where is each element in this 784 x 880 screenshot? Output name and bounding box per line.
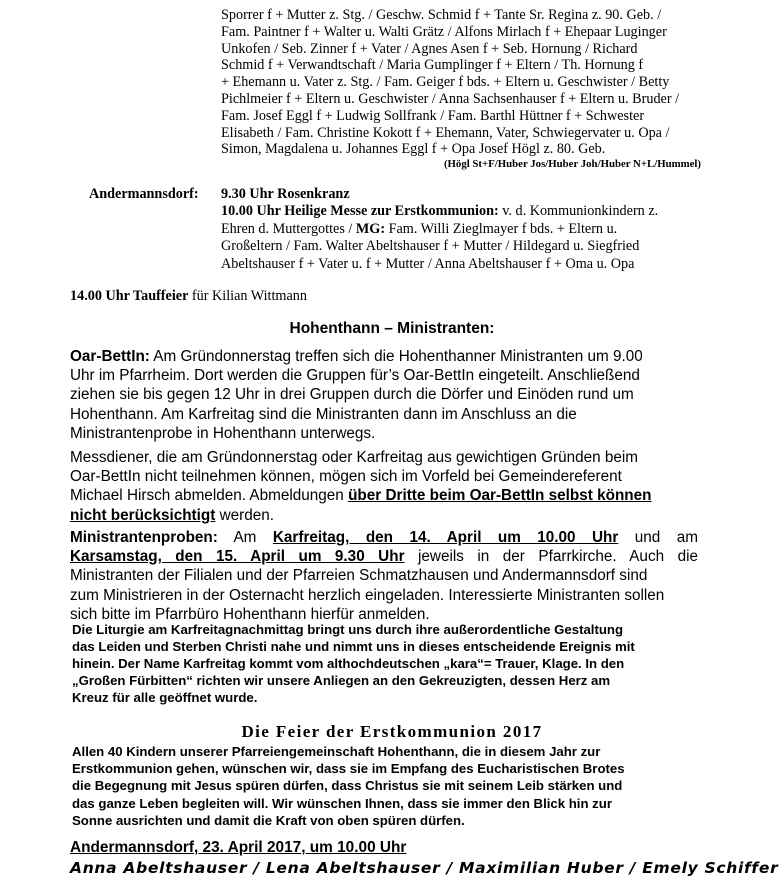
andermannsdorf-schedule: [221, 186, 711, 273]
paragraph-line: Kreuz für alle geöffnet wurde.: [72, 690, 258, 706]
paragraph-line: Sonne ausrichten und damit die Kraft von oben spüren dürfen.: [72, 812, 465, 828]
paragraph-line: [70, 506, 698, 525]
paragraph-line: [70, 528, 698, 547]
mass-intentions: [221, 7, 701, 171]
intention-line: Schmid f + Verwandtschaft / Maria Gumplinger f + Eltern / Th. Hornung f: [221, 57, 644, 74]
paragraph-line: Hohenthann. Am Karfreitag sind die Ministranten dann im Anschluss an die: [70, 405, 577, 423]
erstkommunion-names: Anna Abeltshauser / Lena Abeltshauser / Maximilian Huber / Emely Schiffer: [70, 859, 779, 877]
paragraph-line: [70, 547, 698, 566]
abmeldung-paragraph: [70, 448, 698, 525]
paragraph-line: Oar-BettIn nicht teilnehmen können, mögen sich im Vorfeld bei Gemeindereferent: [70, 468, 622, 486]
mass-detail: Fam. Willi Zieglmayer f bds. + Eltern u.: [385, 220, 618, 237]
paragraph-line: sich bitte im Pfarrbüro Hohenthann hierfür anmelden.: [70, 605, 430, 623]
erstkommunion-heading: Die Feier der Erstkommunion 2017: [241, 722, 543, 741]
paragraph-line: „Großen Fürbitten“ richten wir unsere Anliegen an den Gekreuzigten, dessen Herz am: [72, 673, 611, 689]
mass-line: Abeltshauser f + Vater u. f + Mutter / Anna Abeltshauser f + Oma u. Opa: [221, 255, 635, 272]
intention-line: Pichlmeier f + Eltern u. Geschwister / Anna Sachsenhauser f + Eltern u. Bruder /: [221, 90, 680, 107]
intention-line: Fam. Paintner f + Walter u. Walti Grätz / Alfons Mirlach f + Ehepaar Luginger: [221, 23, 667, 40]
paragraph-line: Uhr im Pfarrheim. Dort werden die Gruppen für’s Oar-BettIn eingeteilt. Anschließend: [70, 367, 640, 385]
mass-line: [221, 221, 711, 238]
oar-betteln-lead: Oar-BettIn:: [70, 348, 150, 365]
paragraph-text: Michael Hirsch abmelden. Abmeldungen: [70, 487, 349, 505]
erstkommunion-date: Andermannsdorf, 23. April 2017, um 10.00 Uhr: [70, 839, 407, 856]
underlined-notice: über Dritte beim Oar-BettIn selbst können: [348, 487, 652, 505]
mass-detail: Ehren d. Muttergottes /: [221, 220, 356, 237]
paragraph-line: [70, 347, 698, 366]
oar-betteln-paragraph: [70, 347, 698, 443]
paragraph-line: ziehen sie bis gegen 12 Uhr in drei Gruppen durch die Dörfer und Einöden rund um: [70, 386, 634, 404]
mass-detail: v. d. Kommunionkindern z.: [498, 203, 659, 220]
intention-line: Fam. Josef Eggl f + Ludwig Sollfrank / Fam. Barthl Hüttner f + Schwester: [221, 107, 645, 124]
paragraph-line: das ganze Leben begleiten will. Wir wünschen Ihnen, dass sie immer den Blick hin zur: [72, 795, 612, 811]
intention-line: Sporrer f + Mutter z. Stg. / Geschw. Schmid f + Tante Sr. Regina z. 90. Geb. /: [221, 7, 662, 23]
intention-line: Elisabeth / Fam. Christine Kokott f + Ehemann, Vater, Schwiegervater u. Opa /: [221, 124, 670, 141]
paragraph-text: Am: [217, 529, 273, 546]
paragraph-line: das Leiden und Sterben Christi nahe und nimmt uns in dieses entscheidende Ereignis mit: [72, 639, 635, 655]
proben-lead: Ministrantenproben:: [70, 529, 218, 546]
intention-line: Simon, Magdalena u. Johannes Eggl f + Opa Josef Högl z. 80. Geb.: [221, 141, 606, 158]
paragraph-line: die Begegnung mit Jesus spüren dürfen, dass Christus sie mit seinem Leib stärken und: [72, 778, 623, 794]
mg-label: MG:: [355, 220, 386, 237]
intention-line: Unkofen / Seb. Zinner f + Vater / Agnes Asen f + Seb. Hornung / Richard: [221, 40, 638, 57]
andermannsdorf-label: Andermannsdorf:: [89, 186, 199, 202]
paragraph-text: werden.: [215, 506, 275, 524]
paragraph-line: Die Liturgie am Karfreitagnachmittag bringt uns durch ihre außerordentliche Gestaltung: [72, 622, 624, 637]
intention-line: + Ehemann u. Vater z. Stg. / Fam. Geiger f bds. + Eltern u. Geschwister / Betty: [221, 74, 670, 91]
erstkommunion-text: [72, 743, 698, 829]
paragraph-line: Ministrantenprobe in Hohenthann unterwegs.: [70, 424, 376, 442]
ministrantenproben-paragraph: [70, 528, 698, 624]
paragraph-line: Allen 40 Kindern unserer Pfarreiengemeinschaft Hohenthann, die in diesem Jahr zur: [72, 744, 601, 759]
baptism-time: 14.00 Uhr Tauffeier: [70, 288, 189, 304]
underlined-notice: nicht berücksichtigt: [70, 506, 216, 524]
paragraph-line: [70, 486, 698, 505]
ministrant-credit: (Högl St+F/Huber Jos/Huber Joh/Huber N+L/Hummel): [443, 158, 701, 171]
baptism-detail: für Kilian Wittmann: [188, 288, 307, 304]
paragraph-line: Erstkommunion gehen, wünschen wir, dass sie im Empfang des Eucharistischen Brotes: [72, 761, 625, 777]
mass-line: [221, 203, 711, 220]
rosary-time: 9.30 Uhr Rosenkranz: [221, 186, 350, 202]
karfreitag-liturgy-text: [72, 621, 698, 706]
baptism-notice: [70, 288, 307, 305]
paragraph-line: Ministranten der Filialen und der Pfarreien Schmatzhausen und Andermannsdorf sind: [70, 567, 648, 585]
proben-date-1: Karfreitag, den 14. April um 10.00 Uhr: [272, 529, 619, 546]
paragraph-line: hinein. Der Name Karfreitag kommt vom althochdeutschen „kara“= Trauer, Klage. In den: [72, 656, 625, 672]
ministranten-heading: Hohenthann – Ministranten:: [289, 320, 495, 337]
paragraph-text: und am: [618, 529, 699, 546]
paragraph-line: zum Ministrieren in der Osternacht herzlich eingeladen. Interessierte Ministranten sollen: [70, 586, 665, 604]
paragraph-line: Messdiener, die am Gründonnerstag oder Karfreitag aus gewichtigen Gründen beim: [70, 449, 639, 466]
mass-title: 10.00 Uhr Heilige Messe zur Erstkommunion:: [221, 203, 499, 220]
proben-date-2: Karsamstag, den 15. April um 9.30 Uhr: [70, 548, 405, 566]
mass-line: Großeltern / Fam. Walter Abeltshauser f + Mutter / Hildegard u. Siegfried: [221, 238, 640, 255]
paragraph-text: Am Gründonnerstag treffen sich die Hohenthanner Ministranten um 9.00: [149, 348, 643, 365]
paragraph-text: jeweils in der Pfarrkirche. Auch die: [404, 548, 698, 566]
